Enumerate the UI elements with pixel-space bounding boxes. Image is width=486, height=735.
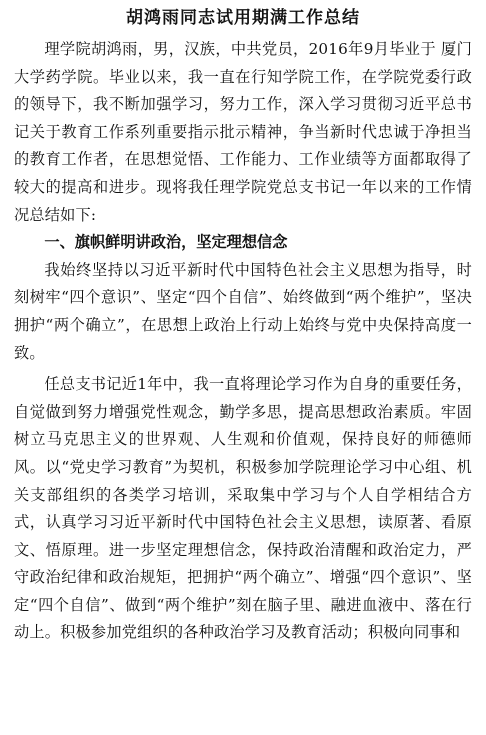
intro-paragraph: 理学院胡鸿雨，男，汉族，中共党员，2016年9月毕业于 厦门大学药学院。毕业以来，我一直在行知学院工作，在学院党委行政的领导下，我不断加强学习，努力工作，深入学习贯彻习近平总书记关于教育工作系列重要指示批示精神，争当新时代忠诚于净担当的教育工作者，在思想觉悟、工作能力、工作业绩等方面都取得了较大的提高和进步。现将我任理学院党总支书记一年以来的工作情况总结如下: xyxy=(14,40,472,224)
document-title: 胡鸿雨同志试用期满工作总结 xyxy=(126,8,360,28)
section-paragraph-2: 任总支书记近1年中，我一直将理论学习作为自身的重要任务，自觉做到努力增强党性观念，勤学多思，提高思想政治素质。牢固树立马克思主义的世界观、人生观和价值观，保持良好的师德师风。以“党史学习教育”为契机，积极参加学院理论学习中心组、机关支部组织的各类学习培训，采取集中学习与个人自学相结合方式，认真学习习近平新时代中国特色社会主义思想，读原著、看原文、悟原理。进一步坚定理想信念，保持政治清醒和政治定力，严守政治纪律和政治规矩，把拥护“两个确立”、增强“四个意识”、坚定“四个自信”、做到“两个维护”刻在脑子里、融进血液中、落在行动上。积极参加党组织的各种政治学习及教育活动；积极向同事和 xyxy=(14,375,472,642)
section-heading: 一、旗帜鲜明讲政治，坚定理想信念 xyxy=(44,233,288,252)
section-paragraph-1: 我始终坚持以习近平新时代中国特色社会主义思想为指导，时刻树牢“四个意识”、坚定“四个自信”、始终做到“两个维护”，坚决拥护“两个确立”，在思想上政治上行动上始终与党中央保持高度一致。 xyxy=(14,260,472,362)
